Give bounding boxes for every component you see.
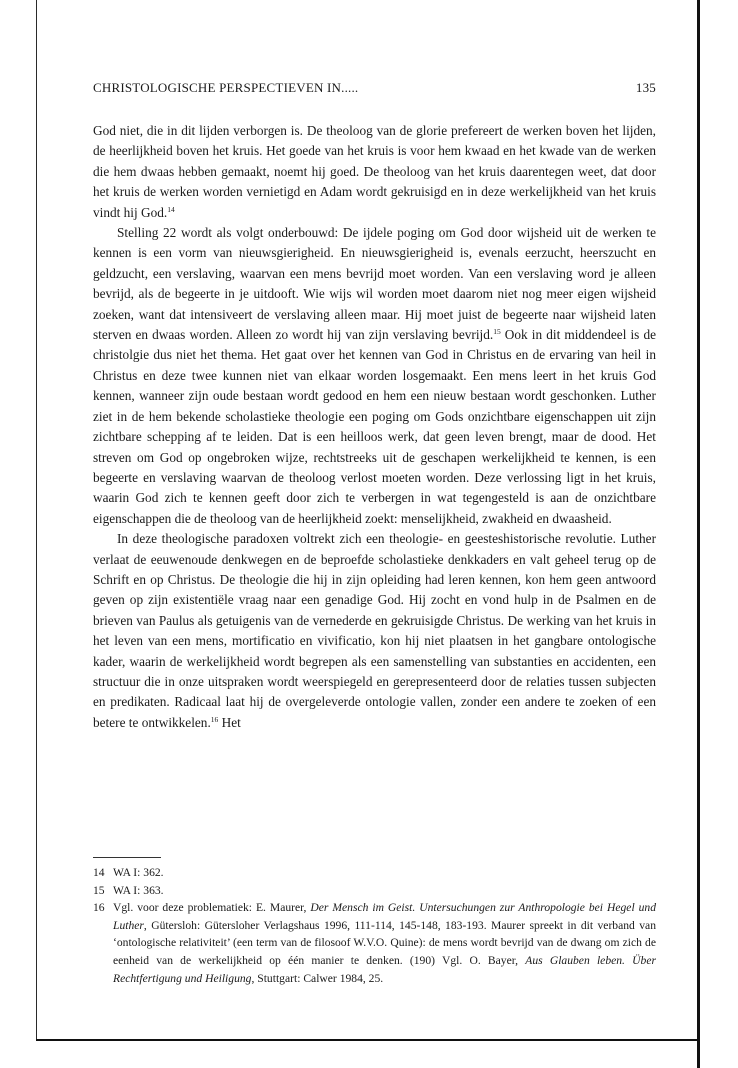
- body-text: [93, 121, 656, 733]
- footnote-number: 15: [93, 883, 105, 897]
- running-head-title: CHRISTOLOGISCHE PERSPECTIEVEN IN.....: [93, 80, 359, 95]
- footnote-16-mid: , Gütersloh: Gütersloher Verlagshaus 1996, 111-114, 145-148, 183-193. Maurer spreekt in dit verband van ‘ontologische relativiteit’ (een term van de filosoof W.V.O. Quine): de mens wordt bevrijd van de dwang om zich de eenheid van de werkelijkheid op één manier te denken. (190) Vgl. O. Bayer,: [113, 918, 656, 967]
- footnotes: [93, 864, 656, 987]
- footnote-16-tail: , Stuttgart: Calwer 1984, 25.: [251, 971, 384, 985]
- page-number: 135: [635, 80, 656, 95]
- paragraph-2: [93, 223, 656, 529]
- footnote-ref-16: 16: [210, 714, 219, 724]
- footnote-16-lead: Vgl. voor deze problematiek: E. Maurer,: [113, 901, 311, 915]
- paragraph-3-tail: Het: [218, 714, 241, 730]
- footnote-16-title-1: Der Mensch im Geist. Untersuchungen zur Anthropologie bei Hegel und Luther: [113, 901, 656, 932]
- footnote-16: [93, 899, 656, 987]
- paragraph-1: [93, 121, 656, 223]
- running-head: [93, 80, 656, 96]
- footnote-number: 14: [93, 866, 105, 879]
- paragraph-2-text-b: Ook in dit middendeel is de christolgie dus niet het thema. Het gaat over het kennen van God in Christus en de ervaring van heil in Christus en deze twee kunnen niet van elkaar worden losgemaakt. Een mens leert in het kruis God kennen, wanneer zijn oude bestaan wordt gedood en hem een nieuw bestaan wordt geschonken. Luther ziet in de hem bekende scholastieke theologie een poging om Gods onzichtbare eigenschappen uit zijn zichtbare schepping af te leiden. Dat is een heilloos werk, dat geen leven brengt, maar de dood. Het streven om God op ongebroken wijze, rechtstreeks uit de geschapen werkelijkheid te kennen, is een begeerte en verslaving waarvan de theoloog verlost moeten worden. Deze verlossing ligt in het kruis, waarin God zich te kennen geeft door zich te verbergen in wat tegengesteld is aan de onzichtbare eigenschappen die de theoloog van de heerlijkheid zoekt: menselijkheid, zwakheid en dwaasheid.: [93, 327, 656, 526]
- footnote-ref-15: 15: [493, 327, 501, 337]
- scan-edge-right: [697, 0, 700, 1068]
- footnote-rule: [93, 857, 161, 858]
- scan-edge-bottom: [36, 1039, 698, 1041]
- footnote-text: WA I: 362.: [113, 866, 164, 879]
- footnote-15: [93, 882, 656, 900]
- paragraph-2-text-a: Stelling 22 wordt als volgt onderbouwd: De ijdele poging om God door wijsheid uit de werken te kennen is een vorm van nieuwsgierigheid. En nieuwsgierigheid is, evenals eerzucht, heerszucht en geldzucht, een verslaving, waarvan een mens bevrijd moet worden. Van een verslaving word je alleen bevrijd, als de begeerte in je uitdooft. Wie wijs wil worden moet daarom niet nog meer eigen wijsheid zoeken, want dat intensiveert de verslaving alleen maar. Hij moet juist de begeerte naar wijsheid laten sterven en dwaas worden. Alleen zo wordt hij van zijn verslaving bevrijd.: [93, 225, 656, 343]
- footnote-ref-14: 14: [167, 204, 175, 214]
- scan-edge-left: [36, 0, 37, 1040]
- footnote-14: [93, 864, 656, 882]
- paragraph-3-text: In deze theologische paradoxen voltrekt zich een theologie- en geesteshistorische revolutie. Luther verlaat de eeuwenoude denkwegen en de beproefde scholastieke denkkaders en valt geheel terug op de Schrift en op Christus. De theologie die hij in zijn opleiding had leren kennen, kon hem geen antwoord geven op zijn existentiële vraag naar een genadige God. Hij zocht en vond hulp in de Psalmen en de brieven van Paulus als getuigenis van de vernederde en gekruisigde Christus. De werking van het kruis in het leven van een mens, mortificatio en vivificatio, kon hij niet plaatsen in het gangbare ontologische kader, waarin de werkelijkheid wordt begrepen als een samenstelling van substanties en accidenten, een structuur die in onze uitspraken wordt weerspiegeld en gerepresenteerd door de relaties tussen subjecten en predikaten. Radicaal laat hij de overgeleverde ontologie vallen, zonder een andere te zoeken of een betere te ontwikkelen.: [93, 531, 656, 730]
- paragraph-1-text: God niet, die in dit lijden verborgen is. De theoloog van de glorie prefereert de werken boven het lijden, de heerlijkheid boven het kruis. Het goede van het kruis is voor hem kwaad en het kwade van de werken die hem dwaas hebben gemaakt, noemt hij goed. De theoloog van het kruis daarentegen weet, dat door het kruis de werken worden vernietigd en Adam wordt gekruisigd en in deze werkelijkheid van het kruis vindt hij God.: [93, 123, 656, 220]
- footnote-number: 16: [93, 901, 105, 915]
- paragraph-3: [93, 529, 656, 733]
- footnote-16-title-2: Aus Glauben leben. Über Rechtfertigung und Heiligung: [113, 953, 656, 985]
- footnote-text: [113, 899, 656, 987]
- footnote-text: WA I: 363.: [113, 883, 164, 897]
